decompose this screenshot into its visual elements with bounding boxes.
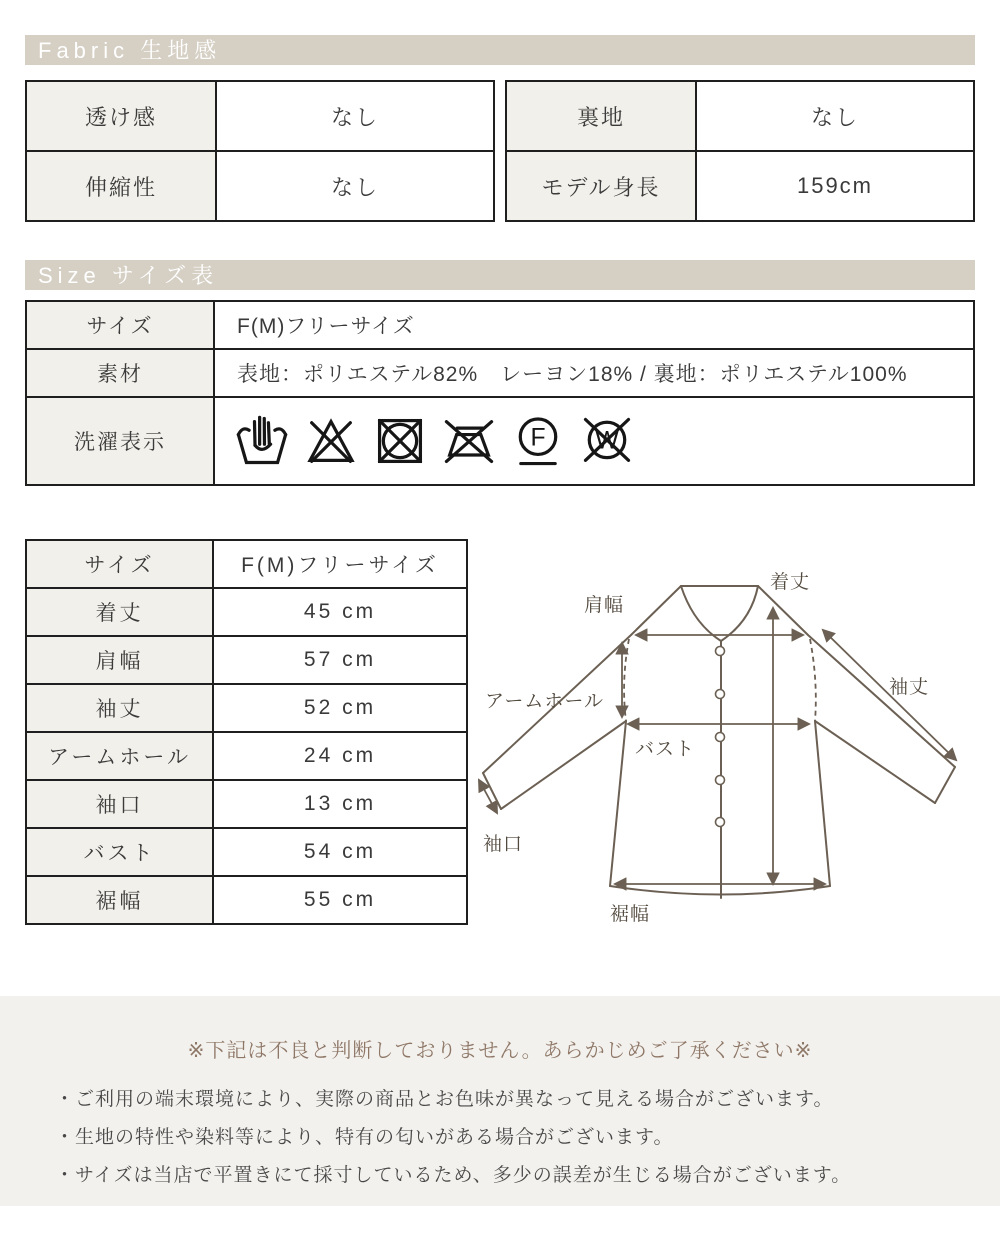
header-label: サイズ <box>26 540 213 588</box>
row-value: なし <box>696 81 974 151</box>
row-value: 54 cm <box>213 828 467 876</box>
fabric-section-header <box>25 35 975 65</box>
row-value: 24 cm <box>213 732 467 780</box>
care-label-row <box>26 397 974 485</box>
size-section-header <box>25 260 975 290</box>
row-label: 肩幅 <box>26 636 213 684</box>
note-item: ・サイズは当店で平置きにて採寸しているため、多少の誤差が生じる場合がございます。 <box>55 1165 852 1186</box>
bust-label: バスト <box>635 739 696 760</box>
svg-text:W: W <box>595 427 619 455</box>
table-row <box>26 684 467 732</box>
svg-text:F: F <box>530 424 546 452</box>
row-label: 伸縮性 <box>26 151 216 221</box>
row-value: F(M)フリーサイズ <box>214 301 974 349</box>
row-value: 52 cm <box>213 684 467 732</box>
row-label: アームホール <box>26 732 213 780</box>
shirt-measurement-diagram <box>468 551 988 951</box>
do-not-iron-icon <box>440 412 498 470</box>
header-value: F(M)フリーサイズ <box>213 540 467 588</box>
note-item: ・ご利用の端末環境により、実際の商品とお色味が異なって見える場合がございます。 <box>55 1089 834 1110</box>
size-info-table <box>25 300 975 486</box>
row-value: 57 cm <box>213 636 467 684</box>
row-label: モデル身長 <box>506 151 696 221</box>
body-length-label: 着丈 <box>770 572 811 593</box>
shirt-outline <box>483 586 955 898</box>
sleeve-length-label: 袖丈 <box>889 677 930 698</box>
row-label: 洗濯表示 <box>26 397 214 485</box>
cuff-label: 袖口 <box>483 834 524 855</box>
fabric-table-right <box>505 80 975 222</box>
table-row <box>506 151 974 221</box>
row-value: 45 cm <box>213 588 467 636</box>
row-value: 55 cm <box>213 876 467 924</box>
row-label: 透け感 <box>26 81 216 151</box>
do-not-wet-clean-icon <box>578 412 636 470</box>
shoulder-width-label: 肩幅 <box>584 595 625 616</box>
row-label: バスト <box>26 828 213 876</box>
table-row <box>26 81 494 151</box>
table-header-row <box>26 540 467 588</box>
notes-section <box>0 996 1000 1206</box>
do-not-tumble-dry-icon <box>371 412 429 470</box>
row-value: なし <box>216 81 494 151</box>
fabric-table-left <box>25 80 495 222</box>
do-not-bleach-icon <box>302 412 360 470</box>
armhole-label: アームホール <box>485 691 605 712</box>
hem-width-label: 裾幅 <box>610 904 651 925</box>
row-label: 着丈 <box>26 588 213 636</box>
size-row <box>26 301 974 349</box>
row-label: 素材 <box>26 349 214 397</box>
table-row <box>26 780 467 828</box>
row-value: 159cm <box>696 151 974 221</box>
row-label: サイズ <box>26 301 214 349</box>
table-row <box>26 876 467 924</box>
measurement-table <box>25 539 468 925</box>
row-label: 袖口 <box>26 780 213 828</box>
fabric-tables <box>25 80 975 222</box>
row-value: なし <box>216 151 494 221</box>
size-section-title: Size サイズ表 <box>38 263 219 288</box>
notes-list <box>55 1081 1000 1195</box>
notes-headline: ※下記は不良と判断しておりません。あらかじめご了承ください※ <box>187 1040 813 1062</box>
row-label: 裾幅 <box>26 876 213 924</box>
measurement-section <box>25 539 1000 951</box>
row-label: 袖丈 <box>26 684 213 732</box>
table-row <box>506 81 974 151</box>
table-row <box>26 732 467 780</box>
table-row <box>26 828 467 876</box>
dry-clean-f-underline-icon <box>509 412 567 470</box>
row-label: 裏地 <box>506 81 696 151</box>
hand-wash-icon <box>233 412 291 470</box>
shirt-diagram-svg <box>468 551 988 951</box>
table-row <box>26 151 494 221</box>
table-row <box>26 636 467 684</box>
row-value: 表地：ポリエステル82% レーヨン18% / 裏地：ポリエステル100% <box>214 349 974 397</box>
material-row <box>26 349 974 397</box>
table-row <box>26 588 467 636</box>
care-icons <box>216 412 972 470</box>
row-value: 13 cm <box>213 780 467 828</box>
fabric-section-title: Fabric 生地感 <box>38 38 222 63</box>
note-item: ・生地の特性や染料等により、特有の匂いがある場合がございます。 <box>55 1127 674 1148</box>
